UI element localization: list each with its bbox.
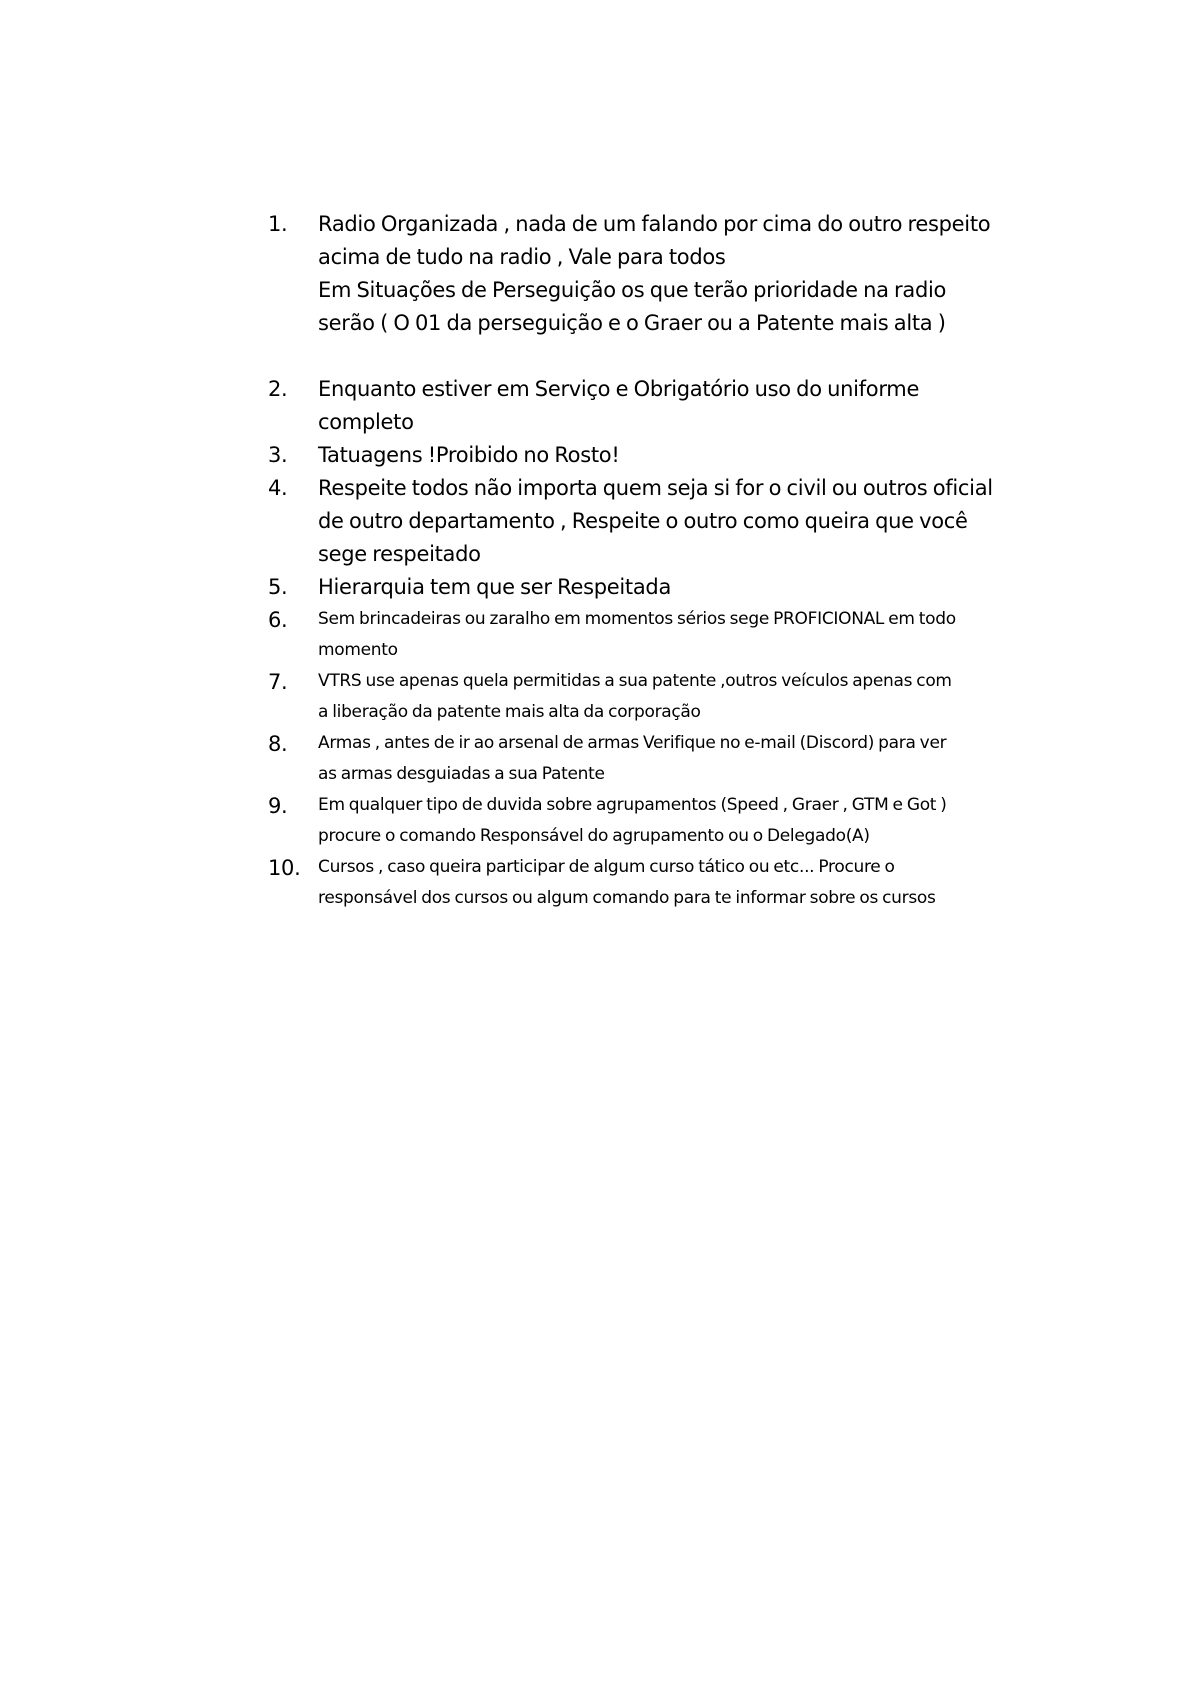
rule-text-line: de outro departamento , Respeite o outro como queira que você [318, 509, 968, 533]
rule-text-line: procure o comando Responsável do agrupamento ou o Delegado(A) [318, 826, 870, 846]
rule-number: 1. [268, 212, 288, 236]
rule-number: 10. [268, 856, 301, 880]
rule-number: 3. [268, 443, 288, 467]
rule-item-6 [268, 604, 1038, 666]
rule-text-line: Em qualquer tipo de duvida sobre agrupamentos (Speed , Graer , GTM e Got ) [318, 795, 947, 815]
rule-text-line: VTRS use apenas quela permitidas a sua patente ,outros veículos apenas com [318, 671, 952, 691]
rule-text-line: sege respeitado [318, 542, 481, 566]
rule-text-line: Respeite todos não importa quem seja si for o civil ou outros oficial [318, 476, 993, 500]
rule-item-5 [268, 571, 1038, 604]
rule-text-line: Em Situações de Perseguição os que terão prioridade na radio [318, 278, 947, 302]
rule-item-1 [268, 208, 1038, 340]
rule-text-line: acima de tudo na radio , Vale para todos [318, 245, 726, 269]
rule-number: 8. [268, 732, 288, 756]
rule-item-3 [268, 439, 1038, 472]
rule-text-line: Tatuagens !Proibido no Rosto! [318, 443, 620, 467]
rule-item-7 [268, 666, 1038, 728]
rule-text-line: momento [318, 640, 398, 660]
rule-item-2 [268, 373, 1038, 439]
rule-item-8 [268, 728, 1038, 790]
rule-text-line: Radio Organizada , nada de um falando por cima do outro respeito [318, 212, 991, 236]
rule-text-line: Armas , antes de ir ao arsenal de armas Verifique no e-mail (Discord) para ver [318, 733, 947, 753]
rules-list [268, 208, 1038, 914]
rule-text-line: a liberação da patente mais alta da corporação [318, 702, 701, 722]
rule-text-line: responsável dos cursos ou algum comando para te informar sobre os cursos [318, 888, 936, 908]
rule-text-line: Hierarquia tem que ser Respeitada [318, 575, 672, 599]
rule-text-line: completo [318, 410, 414, 434]
rule-text-line: Enquanto estiver em Serviço e Obrigatório uso do uniforme [318, 377, 920, 401]
rule-number: 9. [268, 794, 288, 818]
rule-text-line: Cursos , caso queira participar de algum curso tático ou etc... Procure o [318, 857, 895, 877]
rule-item-9 [268, 790, 1038, 852]
rule-number: 2. [268, 377, 288, 401]
rule-text-line: serão ( O 01 da perseguição e o Graer ou a Patente mais alta ) [318, 311, 946, 335]
rule-item-10 [268, 852, 1038, 914]
rule-text-line: as armas desguiadas a sua Patente [318, 764, 605, 784]
rule-number: 5. [268, 575, 288, 599]
rule-number: 6. [268, 608, 288, 632]
rule-number: 4. [268, 476, 288, 500]
rule-item-4 [268, 472, 1038, 571]
rule-text-line: Sem brincadeiras ou zaralho em momentos sérios sege PROFICIONAL em todo [318, 609, 956, 629]
rule-number: 7. [268, 670, 288, 694]
